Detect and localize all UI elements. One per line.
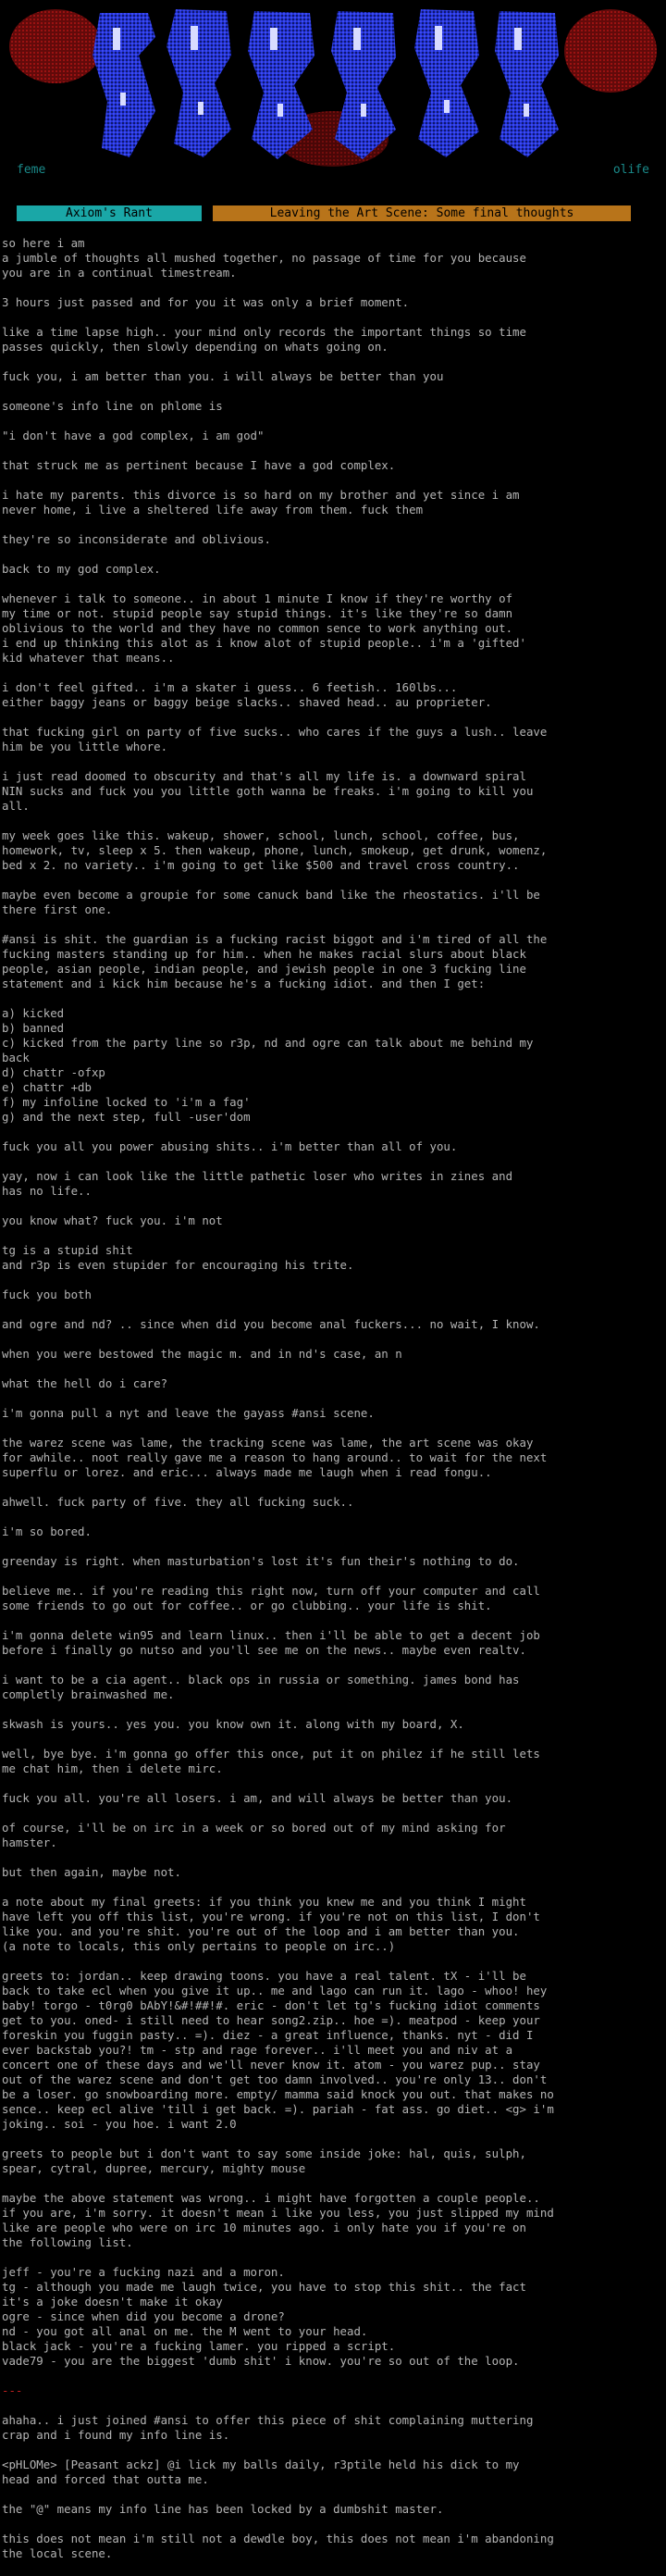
article-paragraph: greets to people but i don't want to say some inside joke: hal, quis, sulph, spear, cytral, dupree, mercury, mighty mouse <box>2 2147 526 2175</box>
logo-corner-left: feme <box>17 163 46 177</box>
title-bar <box>17 205 616 221</box>
article-paragraph: this does not mean i'm still not a dewdle boy, this does not mean i'm abandoning the local scene. <box>2 2532 554 2560</box>
article-paragraph: maybe the above statement was wrong.. i might have forgotten a couple people.. if you are, i'm sorry. it doesn't mean i like you less, you just slipped my mind like are people who were on irc 10 minutes ago. i only hate you if you're on the following list. <box>2 2191 554 2249</box>
article-paragraph: a) kicked b) banned c) kicked from the party line so r3p, nd and ogre can talk about me behind my back d) chattr -ofxp e) chattr +db f) my infoline locked to 'i'm a fag' g) and the next step, full -user'dom <box>2 1006 534 1124</box>
article-paragraph: well, bye bye. i'm gonna go offer this once, put it on philez if he still lets me chat him, then i delete mirc. <box>2 1747 540 1775</box>
article-paragraph: maybe even become a groupie for some canuck band like the rheostatics. i'll be there first one. <box>2 888 540 916</box>
article-paragraph: they're so inconsiderate and oblivious. <box>2 532 271 546</box>
article-paragraph: yay, now i can look like the little pathetic loser who writes in zines and has no life.. <box>2 1169 513 1198</box>
article-paragraph: fuck you, i am better than you. i will always be better than you <box>2 369 444 383</box>
article-paragraph: believe me.. if you're reading this right now, turn off your computer and call some friends to go out for coffee.. or go clubbing.. your life is shit. <box>2 1584 540 1612</box>
article-title-box <box>213 205 631 221</box>
article-paragraph: like a time lapse high.. your mind only records the important things so time passes quickly, then slowly depending on whats going on. <box>2 325 526 354</box>
article-paragraph: i want to be a cia agent.. black ops in russia or something. james bond has completly brainwashed me. <box>2 1673 520 1701</box>
article-paragraph: back to my god complex. <box>2 562 161 576</box>
article-paragraph: that struck me as pertinent because I have a god complex. <box>2 458 396 472</box>
author-title: Axiom's Rant <box>66 206 153 220</box>
article-paragraph: fuck you all. you're all losers. i am, and will always be better than you. <box>2 1791 513 1805</box>
article-paragraph: but then again, maybe not. <box>2 1865 181 1879</box>
article-paragraph: i hate my parents. this divorce is so hard on my brother and yet since i am never home, i live a sheltered life away from them. fuck them <box>2 488 520 516</box>
article-paragraph: i just read doomed to obscurity and that's all my life is. a downward spiral NIN sucks and fuck you you little goth wanna be freaks. i'm going to kill you all. <box>2 769 534 813</box>
article-title: Leaving the Art Scene: Some final thoughts <box>269 206 574 220</box>
article-paragraph: greenday is right. when masturbation's lost it's fun their's nothing to do. <box>2 1554 520 1568</box>
article-paragraph: 3 hours just passed and for you it was only a brief moment. <box>2 295 410 309</box>
ansi-logo <box>0 0 666 181</box>
article-paragraph: #ansi is shit. the guardian is a fucking racist biggot and i'm tired of all the fucking masters standing up for him.. when he makes racial slurs about black people, asian people, indian people, and jewish people in one 3 fucking line statement and i kick him because he's a fucking idiot. and then I get: <box>2 932 548 990</box>
article-paragraph: i'm gonna delete win95 and learn linux.. then i'll be able to get a decent job before i finally go nutso and you'll see me on the news.. maybe even realtv. <box>2 1628 540 1657</box>
article-paragraph: jeff - you're a fucking nazi and a moron. tg - although you made me laugh twice, you have to stop this shit.. the fact it's a joke doesn't make it okay ogre - since when did you become a drone? nd - you got all anal on me. the M went to your head. black jack - you're a fucking lamer. you ripped a script. vade79 - you are the biggest 'dumb shit' i know. you're so out of the loop. <box>2 2265 526 2368</box>
logo-corner-right: olife <box>612 163 649 177</box>
article-paragraph: fuck you both <box>2 1288 92 1301</box>
article-paragraph: someone's info line on phlome is <box>2 399 223 413</box>
article-paragraph: a note about my final greets: if you think you knew me and you think I might have left you off this list, you're wrong. if you're not on this list, I don't like you. and you're shit. you're out of the loop and i am better than you. (a note to locals, this only pertains to people on irc..) <box>2 1895 540 1953</box>
article-paragraph: i don't feel gifted.. i'm a skater i guess.. 6 feetish.. 160lbs... either baggy jeans or baggy beige slacks.. shaved head.. au proprieter. <box>2 680 492 709</box>
logo-glow-left <box>9 9 102 83</box>
article-paragraph: the "@" means my info line has been locked by a dumbshit master. <box>2 2502 444 2516</box>
article-paragraph: fuck you all you power abusing shits.. i'm better than all of you. <box>2 1139 458 1153</box>
article-paragraph: ahwell. fuck party of five. they all fucking suck.. <box>2 1495 354 1509</box>
article-paragraph: and ogre and nd? .. since when did you become anal fuckers... no wait, I know. <box>2 1317 540 1331</box>
article-paragraph: tg is a stupid shit and r3p is even stupider for encouraging his trite. <box>2 1243 354 1272</box>
article-paragraph: <pHLOMe> [Peasant ackz] @i lick my balls daily, r3ptile held his dick to my head and forced that outta me. <box>2 2458 520 2486</box>
article-paragraph: you know what? fuck you. i'm not <box>2 1213 223 1227</box>
article-paragraph: when you were bestowed the magic m. and in nd's case, an n <box>2 1347 402 1361</box>
article-paragraph: what the hell do i care? <box>2 1376 168 1390</box>
article-paragraph: so here i am a jumble of thoughts all mushed together, no passage of time for you because you are in a continual timestream. <box>2 236 526 280</box>
article-paragraph: whenever i talk to someone.. in about 1 minute I know if they're worthy of my time or not. stupid people say stupid things. it's like they're so damn oblivious to the world and they have no common sence to work anything out. i end up thinking this alot as i know alot of stupid people.. i'm a 'gifted' kid whatever that means.. <box>2 591 526 665</box>
logo-glow-right <box>564 9 657 93</box>
article-paragraph: i'm so bored. <box>2 1524 92 1538</box>
article-paragraph: greets to: jordan.. keep drawing toons. you have a real talent. tX - i'll be back to take ecl when you give it up.. me and lago can run it. lago - whoo! hey baby! torgo - t0rg0 bAbY!&#!##!#. eric - don't let tg's fucking idiot comments get to you. oned- i still need to hear song2.zip.. hoe =). meatpod - keep your foreskin you fuggin pasty.. =). diez - a great influence, thanks. nyt - did I ever backstab you?! tm - stp and rage forever.. i'll meet you and niv at a concert one of these days and we'll never know it. atom - you warez pup.. stay out of the warez scene and don't get too damn involved.. you're only 13.. don't be a loser. go snowboarding more. empty/ mamma said knock you out. that makes no sence.. keep ecl alive 'till i get back. =). pariah - fat ass. go diet.. <g> i'm joking.. soi - you hoe. i want 2.0 <box>2 1969 554 2131</box>
article-paragraph: "i don't have a god complex, i am god" <box>2 429 265 442</box>
article-paragraph: of course, i'll be on irc in a week or so bored out of my mind asking for hamster. <box>2 1821 506 1849</box>
article-paragraph: ahaha.. i just joined #ansi to offer this piece of shit complaining muttering crap and i found my info line is. <box>2 2413 534 2442</box>
section-divider: --- <box>2 2383 23 2397</box>
author-title-box <box>17 205 202 221</box>
article-body <box>2 236 664 2576</box>
article-paragraph: i'm gonna pull a nyt and leave the gayass #ansi scene. <box>2 1406 375 1420</box>
article-paragraph: my week goes like this. wakeup, shower, school, lunch, school, coffee, bus, homework, tv, sleep x 5. then wakeup, phone, lunch, smokeup, get drunk, womenz, bed x 2. no variety.. i'm going to get like $500 and travel cross country.. <box>2 828 548 872</box>
article-paragraph: the warez scene was lame, the tracking scene was lame, the art scene was okay for awhile.. noot really gave me a reason to hang around.. to wait for the next superflu or lorez. and eric... always made me laugh when i read fongu.. <box>2 1436 548 1479</box>
article-paragraph: skwash is yours.. yes you. you know own it. along with my board, X. <box>2 1717 464 1731</box>
article-paragraph: that fucking girl on party of five sucks.. who cares if the guys a lush.. leave him be you little whore. <box>2 725 548 753</box>
